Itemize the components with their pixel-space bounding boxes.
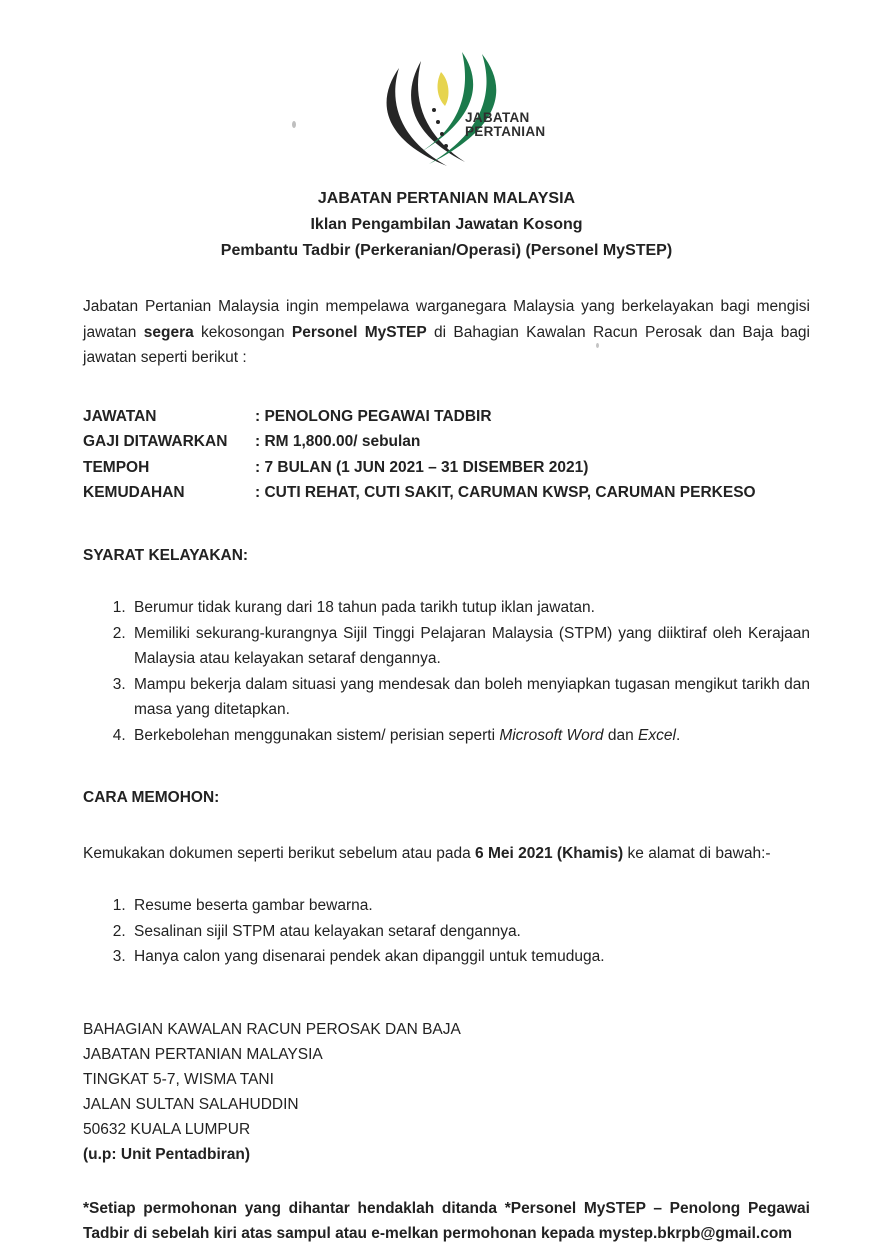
scan-artifact [292, 121, 296, 128]
detail-value-jawatan: : PENOLONG PEGAWAI TADBIR [255, 407, 492, 425]
detail-value-gaji: : RM 1,800.00/ sebulan [255, 433, 421, 450]
job-details-table [83, 404, 810, 506]
table-row [83, 455, 810, 481]
address-line: BAHAGIAN KAWALAN RACUN PEROSAK DAN BAJA [83, 1020, 461, 1038]
list-item [130, 723, 810, 749]
jabatan-pertanian-logo [369, 52, 544, 172]
detail-label-jawatan: JAWATAN [83, 407, 157, 425]
requirement-italic-excel: Excel [638, 726, 676, 744]
detail-label-gaji: GAJI DITAWARKAN [83, 433, 228, 450]
detail-label-tempoh: TEMPOH [83, 458, 150, 476]
document-subtitle-2: Pembantu Tadbir (Perkeranian/Operasi) (Personel MySTEP) [220, 242, 673, 259]
requirement-italic-msword: Microsoft Word [499, 726, 604, 744]
apply-intro-text: ke alamat di bawah:- [623, 844, 771, 862]
intro-bold-segera: segera [143, 323, 194, 341]
detail-label-kemudahan: KEMUDAHAN [83, 484, 185, 501]
footnote-paragraph: *Setiap permohonan yang dihantar hendaklah ditanda *Personel MySTEP – Penolong Pegawai Tadbir di sebelah kiri atas sampul atau e-melkan permohonan kepada mystep.bkrpb@gmail.com [83, 1199, 810, 1242]
address-line: JABATAN PERTANIAN MALAYSIA [83, 1045, 323, 1063]
detail-value-tempoh: : 7 BULAN (1 JUN 2021 – 31 DISEMBER 2021) [255, 458, 589, 476]
list-item: 3. Mampu bekerja dalam situasi yang mendesak dan boleh menyiapkan tugasan mengikut tarikh dan masa yang ditetapkan. [130, 672, 810, 723]
apply-intro-text: Kemukakan dokumen seperti berikut sebelum atau pada [83, 844, 476, 862]
document-header [83, 186, 810, 264]
apply-documents-list [83, 893, 810, 970]
detail-value-kemudahan: : CUTI REHAT, CUTI SAKIT, CARUMAN KWSP, CARUMAN PERKESO [255, 484, 756, 501]
address-line: JALAN SULTAN SALAHUDDIN [83, 1095, 299, 1113]
logo-text-line2: PERTANIAN [464, 124, 545, 139]
requirement-text: Berkebolehan menggunakan sistem/ perisian seperti [134, 726, 500, 744]
intro-paragraph [83, 294, 810, 371]
table-row [83, 429, 810, 455]
apply-deadline-date: 6 Mei 2021 (Khamis) [475, 844, 624, 862]
requirement-text: . [675, 726, 681, 744]
intro-bold-personel-mystep: Personel MySTEP [291, 323, 427, 341]
logo-text-line1: JABATAN [464, 110, 530, 125]
document-subtitle-1: Iklan Pengambilan Jawatan Kosong [310, 216, 583, 233]
list-item: 1. Resume beserta gambar bewarna. [130, 893, 810, 919]
table-row [83, 480, 810, 506]
list-item: 2. Memiliki sekurang-kurangnya Sijil Tinggi Pelajaran Malaysia (STPM) yang diiktiraf oleh Kerajaan Malaysia atau kelayakan setaraf dengannya. [130, 621, 810, 672]
list-item: 2. Sesalinan sijil STPM atau kelayakan setaraf dengannya. [130, 919, 810, 945]
agency-leaf-logo-icon [369, 52, 544, 167]
document-title: JABATAN PERTANIAN MALAYSIA [317, 190, 576, 207]
intro-text: di Bahagian Kawalan Racun Perosak dan Baja bagi jawatan seperti berikut : [83, 323, 810, 366]
intro-text: Jabatan Pertanian Malaysia ingin mempelawa warganegara Malaysia yang berkelayakan bagi mengisi jawatan [83, 298, 810, 341]
address-attention-line: (u.p: Unit Pentadbiran) [83, 1145, 251, 1163]
table-row [83, 404, 810, 430]
mailing-address-block [83, 1017, 810, 1167]
address-line: TINGKAT 5-7, WISMA TANI [83, 1070, 274, 1088]
scan-artifact [596, 343, 599, 348]
section-heading-cara-memohon: CARA MEMOHON: [83, 789, 220, 806]
address-line: 50632 KUALA LUMPUR [83, 1120, 251, 1138]
intro-text: kekosongan [193, 323, 292, 341]
section-heading-syarat-kelayakan: SYARAT KELAYAKAN: [83, 546, 249, 564]
requirement-text: dan [603, 726, 639, 744]
requirements-list [83, 595, 810, 748]
apply-intro-paragraph [83, 841, 810, 867]
list-item: 1. Berumur tidak kurang dari 18 tahun pada tarikh tutup iklan jawatan. [130, 595, 810, 621]
document-page [0, 52, 884, 1242]
list-item: 3. Hanya calon yang disenarai pendek akan dipanggil untuk temuduga. [130, 944, 810, 970]
